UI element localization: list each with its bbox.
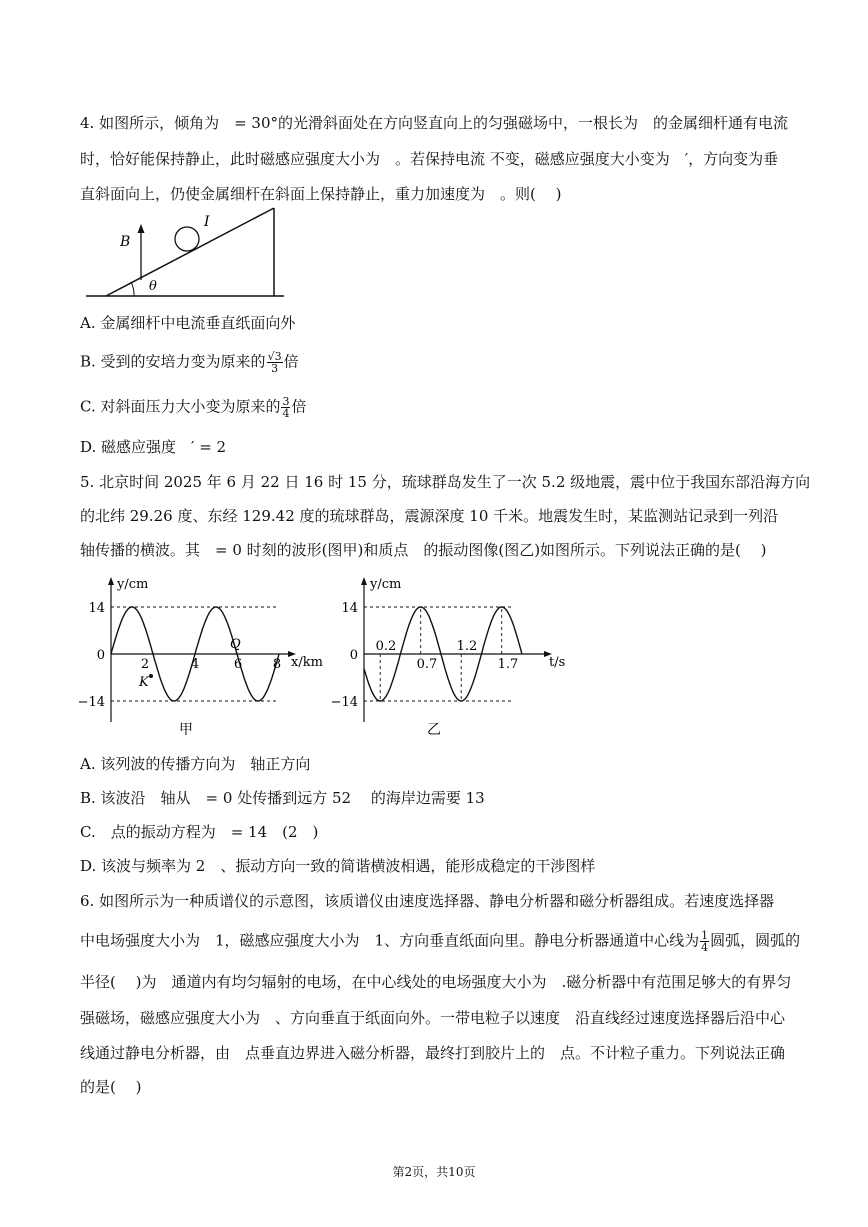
y-tick-14: 14 (341, 601, 358, 616)
q4-stem-line-2: 时，恰好能保持静止，此时磁感应强度大小为 。若保持电流 不变，磁感应强度大小变为 ′，方向变为垂 (80, 150, 779, 168)
page-footer: 第2页，共10页 (392, 1165, 476, 1179)
y-tick-neg14: −14 (330, 695, 358, 710)
q4-option-b-text: B. 受到的安培力变为原来的 (80, 352, 266, 371)
q4-option-b (80, 351, 299, 374)
label-i: I (204, 214, 210, 230)
q5-stem-line-3: 轴传播的横波。其 = 0 时刻的波形(图甲)和质点 的振动图像(图乙)如图所示。下列说法正确的是( ) (80, 541, 767, 559)
q4-option-b-fraction (267, 351, 283, 374)
x-axis-label: x/km (291, 655, 323, 670)
q6-stem-line-5: 线通过静电分析器，由 点垂直边界进入磁分析器，最终打到胶片上的 点。不计粒子重力。下列说法正确 (80, 1044, 786, 1062)
point-k-marker (149, 674, 153, 678)
graph-caption-jia: 甲 (179, 722, 193, 738)
q4-stem-line-3: 直斜面向上，仍使金属细杆在斜面上保持静止，重力加速度为 。则( ) (80, 185, 562, 203)
y-tick-neg14: −14 (78, 695, 105, 710)
y-tick-0: 0 (349, 648, 358, 663)
q4-option-c-text: C. 对斜面压力大小变为原来的 (80, 397, 281, 416)
rod-cross-section (175, 227, 199, 251)
q6-fraction-num: 1 (701, 929, 709, 942)
q6-stem-line-2 (80, 930, 800, 953)
q5-option-a: A. 该列波的传播方向为 轴正方向 (80, 755, 311, 773)
point-k-label: K (139, 675, 149, 690)
t-tick-1-7: 1.7 (497, 657, 519, 672)
q4-option-b-den: 3 (271, 362, 279, 375)
q6-stem-line-1: 6. 如图所示为一种质谱仪的示意图，该质谱仪由速度选择器、静电分析器和磁分析器组成。若速度选择器 (80, 892, 775, 910)
label-b: B (120, 234, 131, 250)
q5-stem-line-1: 5. 北京时间 2025 年 6 月 22 日 16 时 15 分，琉球群岛发生了一次 5.2 级地震，震中位于我国东部沿海方向 (80, 473, 811, 491)
q4-option-d: D. 磁感应强度 ′ = 2 (80, 438, 227, 456)
y-tick-0: 0 (96, 648, 105, 663)
q4-option-c-den: 4 (282, 407, 290, 420)
q5-option-d: D. 该波与频率为 2 、振动方向一致的简谐横波相遇，能形成稳定的干涉图样 (80, 857, 596, 875)
q4-option-c-num: 3 (282, 395, 290, 408)
q4-option-b-suffix: 倍 (283, 352, 299, 371)
graph-caption-yi: 乙 (427, 722, 441, 738)
y-axis-arrowhead (361, 577, 367, 585)
x-tick-8: 8 (272, 657, 282, 672)
q4-option-c-fraction (281, 396, 290, 419)
q4-option-c (80, 396, 307, 419)
axes (108, 577, 296, 722)
q4-option-a: A. 金属细杆中电流垂直纸面向外 (80, 314, 296, 332)
q4-stem-line-1: 4. 如图所示，倾角为 = 30°的光滑斜面处在方向竖直向上的匀强磁场中，一根长为 的金属细杆通有电流 (80, 114, 789, 132)
q6-stem-line-3: 半径( )为 通道内有均匀辐射的电场，在中心线处的电场强度大小为 .磁分析器中有范围足够大的有界匀 (80, 973, 792, 991)
q5-option-b: B. 该波沿 轴从 = 0 处传播到远方 52 的海岸边需要 13 (80, 789, 485, 807)
t-tick-0-7: 0.7 (416, 657, 438, 672)
t-tick-0-2: 0.2 (375, 639, 397, 654)
q6-stem-line-6: 的是( ) (80, 1078, 142, 1096)
theta-arc (131, 282, 134, 296)
b-field-arrowhead (138, 224, 145, 233)
q6-stem-line-4: 强磁场，磁感应强度大小为 、方向垂直于纸面向外。一带电粒子以速度 沿直线经过速度选择器后沿中心 (80, 1009, 786, 1027)
y-axis-label: y/cm (370, 577, 402, 592)
label-theta: θ (149, 279, 157, 294)
y-axis-arrowhead (108, 577, 114, 585)
x-tick-6: 6 (233, 657, 243, 672)
y-tick-14: 14 (88, 601, 105, 616)
q4-option-c-suffix: 倍 (291, 397, 307, 416)
q4-option-b-num: √3 (267, 350, 282, 363)
wave-graph-jia (78, 572, 340, 742)
y-axis-label: y/cm (117, 577, 149, 592)
q6-fraction-den: 4 (701, 941, 709, 954)
q6-stem-line-2-text: 中电场强度大小为 1，磁感应强度大小为 1、方向垂直纸面向里。静电分析器通道中心线为 (80, 931, 700, 950)
point-q-label: Q (230, 637, 241, 652)
q6-stem-line-2-suffix: 圆弧，圆弧的 (710, 931, 801, 950)
t-tick-1-2: 1.2 (456, 639, 478, 654)
x-tick-2: 2 (140, 657, 150, 672)
q6-quarter-fraction (700, 930, 709, 953)
q5-stem-line-2: 的北纬 29.26 度、东经 129.42 度的琉球群岛，震源深度 10 千米。地震发生时，某监测站记录到一列沿 (80, 507, 779, 525)
t-axis-label: t/s (549, 655, 566, 670)
q5-option-c: C. 点的振动方程为 = 14 (2 ) (80, 823, 319, 841)
vibration-graph-yi (326, 572, 576, 742)
q4-incline-figure (86, 200, 296, 302)
x-tick-4: 4 (190, 657, 200, 672)
